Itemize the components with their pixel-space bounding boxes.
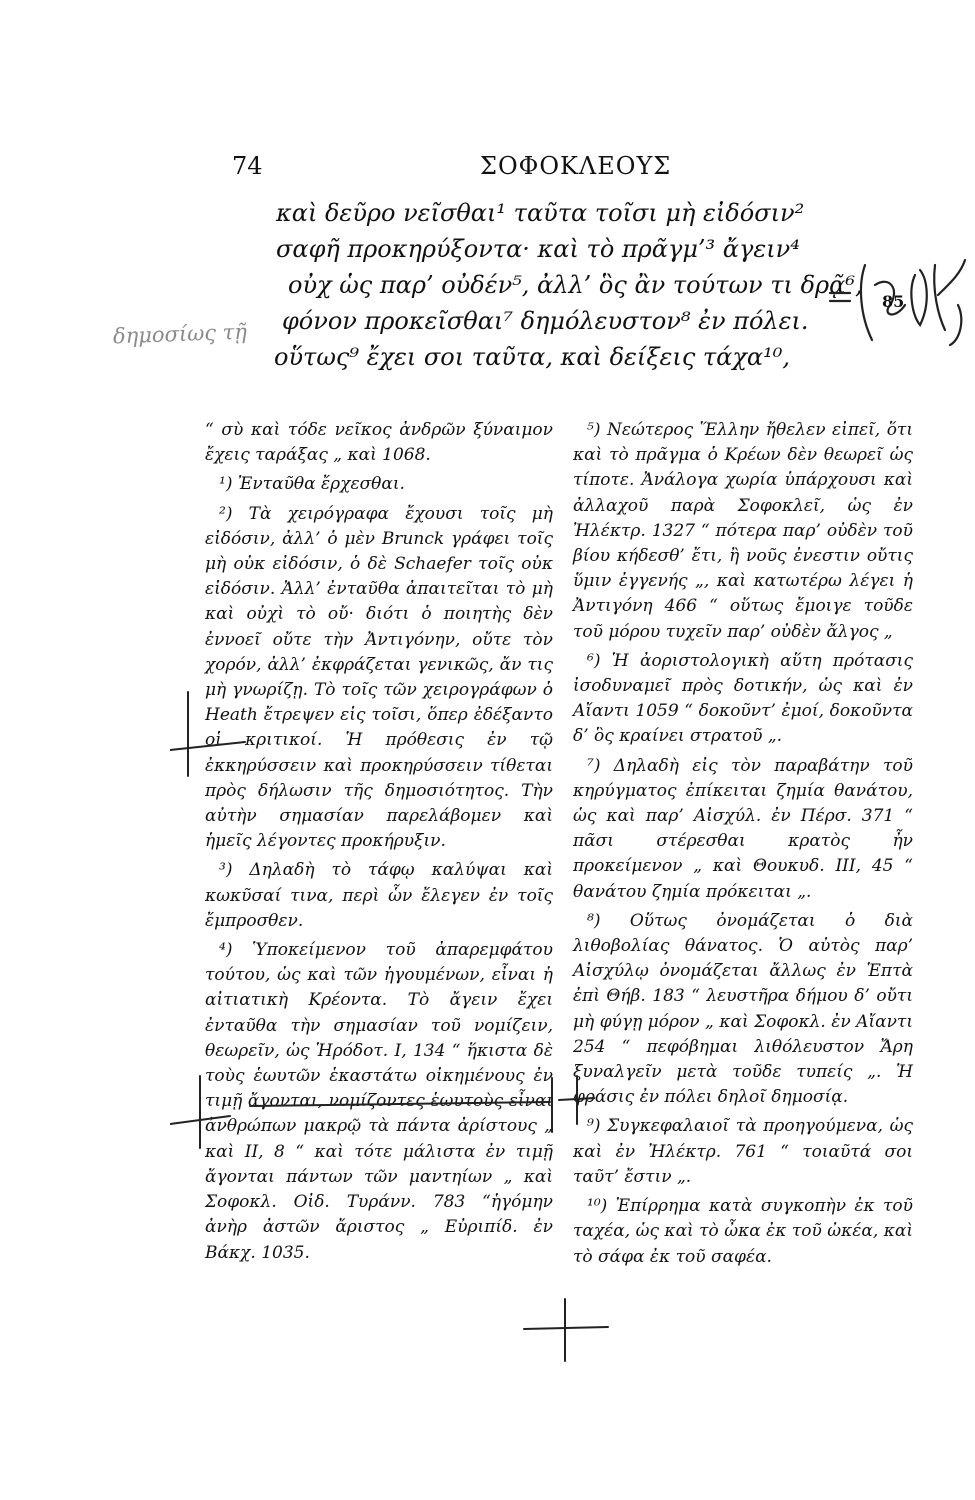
footnote: ⁵) Νεώτερος Ἕλλην ἤθελεν εἰπεῖ, ὅτι καὶ τὸ πρᾶγμα ὁ Κρέων δὲν θεωρεῖ ὡς τίποτε. Ἀνάλογα χωρία ὑπάρχουσι καὶ ἀλλαχοῦ παρὰ Σοφοκλεῖ, ὡς ἐν Ἠλέκτρ. 1327 “ πότερα παρ’ οὐδὲν τοῦ βίου κήδεσθ’ ἔτι, ἢ νοῦς ἐνεστιν οὔτις ὕμιν ἐγγενής „, καὶ κατωτέρω λέγει ἡ Ἀντιγόνη 466 “ οὕτως ἔμοιγε τοῦδε τοῦ μόρου τυχεῖν παρ’ οὐδὲν ἄλγος „ (573, 420, 913, 642)
verse-line: σαφῆ προκηρύξοντα· καὶ τὸ πρᾶγμ’³ ἄγειν⁴ (276, 235, 800, 263)
correction-mark-icon (520, 1295, 610, 1365)
verse-line: οὕτως⁹ ἔχει σοι ταῦτα, καὶ δείξεις τάχα¹⁰, (274, 343, 791, 371)
footnote: ⁴) Ὑποκείμενον τοῦ ἀπαρεμφάτου τούτου, ὡς καὶ τῶν ἡγουμένων, εἶναι ἡ αἰτιατικὴ Κρέοντα. Τὸ ἄγειν ἔχει ἐνταῦθα τὴν σημασίαν τοῦ νομίζειν, θεωρεῖν, ὡς Ἡρόδοτ. I, 134 “ ἥκιστα δὲ τοὺς ἑωυτῶν ἑκαστάτω οἰκημένους ἐν τιμῇ ἄγονται, νομίζοντες ἑωυτοὺς εἶναι ἀνθρώπων μακρῷ τὰ πάντα ἀρίστους „ καὶ II, 8 “ καὶ τότε μάλιστα ἐν τιμῇ ἄγονται πάντων τῶν μαντηίων „ καὶ Σοφοκλ. Οἰδ. Τυράνν. 783 “ἡγόμην ἀνὴρ ἀστῶν ἄριστος „ Εὐριπίδ. ἐν Βάκχ. 1035. (205, 940, 553, 1263)
footnote: ¹) Ἐνταῦθα ἔρχεσθαι. (219, 474, 405, 495)
footnote: ²) Τὰ χειρόγραφα ἔχουσι τοῖς μὴ εἰδόσιν, ἀλλ’ ὁ μὲν Brunck γράφει τοῖς μὴ οὐκ εἰδόσιν, ὁ δὲ Schaefer τοῖς οὐκ εἰδόσιν. Ἀλλ’ ἐνταῦθα ἀπαιτεῖται τὸ μὴ καὶ οὐχὶ τὸ οὔ· διότι ὁ ποιητὴς δὲν ἐννοεῖ οὔτε τὴν Ἀντιγόνην, οὔτε τὸν χορόν, ἀλλ’ ἐκφράζεται γενικῶς, ἄν τις μὴ γνωρίζῃ. Τὸ τοῖς τῶν χειρογράφων ὁ Heath ἔτρεψεν εἰς τοῖσι, ὅπερ ἐδέξαντο οἱ κριτικοί. Ἡ πρόθεσις ἐν τῷ ἐκκηρύσσειν καὶ προκηρύσσειν τίθεται πρὸς δήλωσιν τῆς δημοσιότητος. Τὴν αὐτὴν σημασίαν παρελάβομεν καὶ ἡμεῖς λέγοντες προκήρυξιν. (205, 503, 553, 852)
running-head: ΣΟΦΟΚΛΕΟΥΣ (480, 152, 672, 180)
footnote-continuation: “ σὺ καὶ τόδε νεῖκος ἀνδρῶν ξύναιμον ἔχεις ταράξας „ καὶ 1068. (205, 420, 553, 466)
footnote: ³) Δηλαδὴ τὸ τάφῳ καλύψαι καὶ κωκῦσαί τινα, περὶ ὧν ἔλεγεν ἐν τοῖς ἔμπροσθεν. (205, 860, 553, 931)
verse-line: καὶ δεῦρο νεῖσθαι¹ ταῦτα τοῖσι μὴ εἰδόσιν² (276, 199, 805, 227)
verse-line: οὐχ ὡς παρ’ οὐδέν⁵, ἀλλ’ ὃς ἂν τούτων τι δρᾷ⁶, (288, 271, 863, 299)
footnote: ⁹) Συγκεφαλαιοῖ τὰ προηγούμενα, ὡς καὶ ἐν Ἠλέκτρ. 761 “ τοιαῦτά σοι ταῦτ’ ἔστιν „. (573, 1116, 913, 1187)
page-number: 74 (232, 152, 263, 180)
verse-block (270, 195, 863, 375)
footnotes-right-column (573, 418, 913, 1274)
handwritten-scribble-icon (820, 245, 970, 355)
footnote: ⁷) Δηλαδὴ εἰς τὸν παραβάτην τοῦ κηρύγματος ἐπίκειται ζημία θανάτου, ὡς καὶ παρ’ Αἰσχύλ. ἐν Πέρσ. 371 “ πᾶσι στέρεσθαι κρατὸς ἦν προκείμενον „ καὶ Θουκυδ. III, 45 “ θανάτου ζημία πρόκειται „. (573, 755, 913, 902)
footnote: ⁶) Ἡ ἀοριστολογικὴ αὕτη πρότασις ἰσοδυναμεῖ πρὸς δοτικήν, ὡς καὶ ἐν Αἴαντι 1059 “ δοκοῦντ’ ἐμοί, δοκοῦντα δ’ ὃς κραίνει στρατοῦ „. (573, 650, 913, 747)
footnote: ¹⁰) Ἐπίρρημα κατὰ συγκοπὴν ἐκ τοῦ ταχέα, ὡς καὶ τὸ ὦκα ἐκ τοῦ ὠκέα, καὶ τὸ σάφα ἐκ τοῦ σαφέα. (573, 1196, 913, 1267)
verse-line: φόνον προκεῖσθαι⁷ δημόλευστον⁸ ἐν πόλει. (282, 307, 809, 335)
footnote: ⁸) Οὕτως ὀνομάζεται ὁ διὰ λιθοβολίας θάνατος. Ὁ αὐτὸς παρ’ Αἰσχύλῳ ὀνομάζεται ἄλλως ἐν Ἑπτὰ ἐπὶ Θήβ. 183 “ λευστῆρα δήμου δ’ οὔτι μὴ φύγῃ μόρον „ καὶ Σοφοκλ. ἐν Αἴαντι 254 “ πεφόβημαι λιθόλευστον Ἄρη ξυναλγεῖν μετὰ τοῦδε τυπείς „. Ἡ φράσις ἐν πόλει δηλοῖ δημοσίᾳ. (573, 910, 913, 1108)
handwritten-margin-note: δημοσίως τῇ (112, 319, 248, 349)
footnotes-left-column (205, 418, 553, 1270)
svg-text:85: 85 (882, 292, 905, 311)
